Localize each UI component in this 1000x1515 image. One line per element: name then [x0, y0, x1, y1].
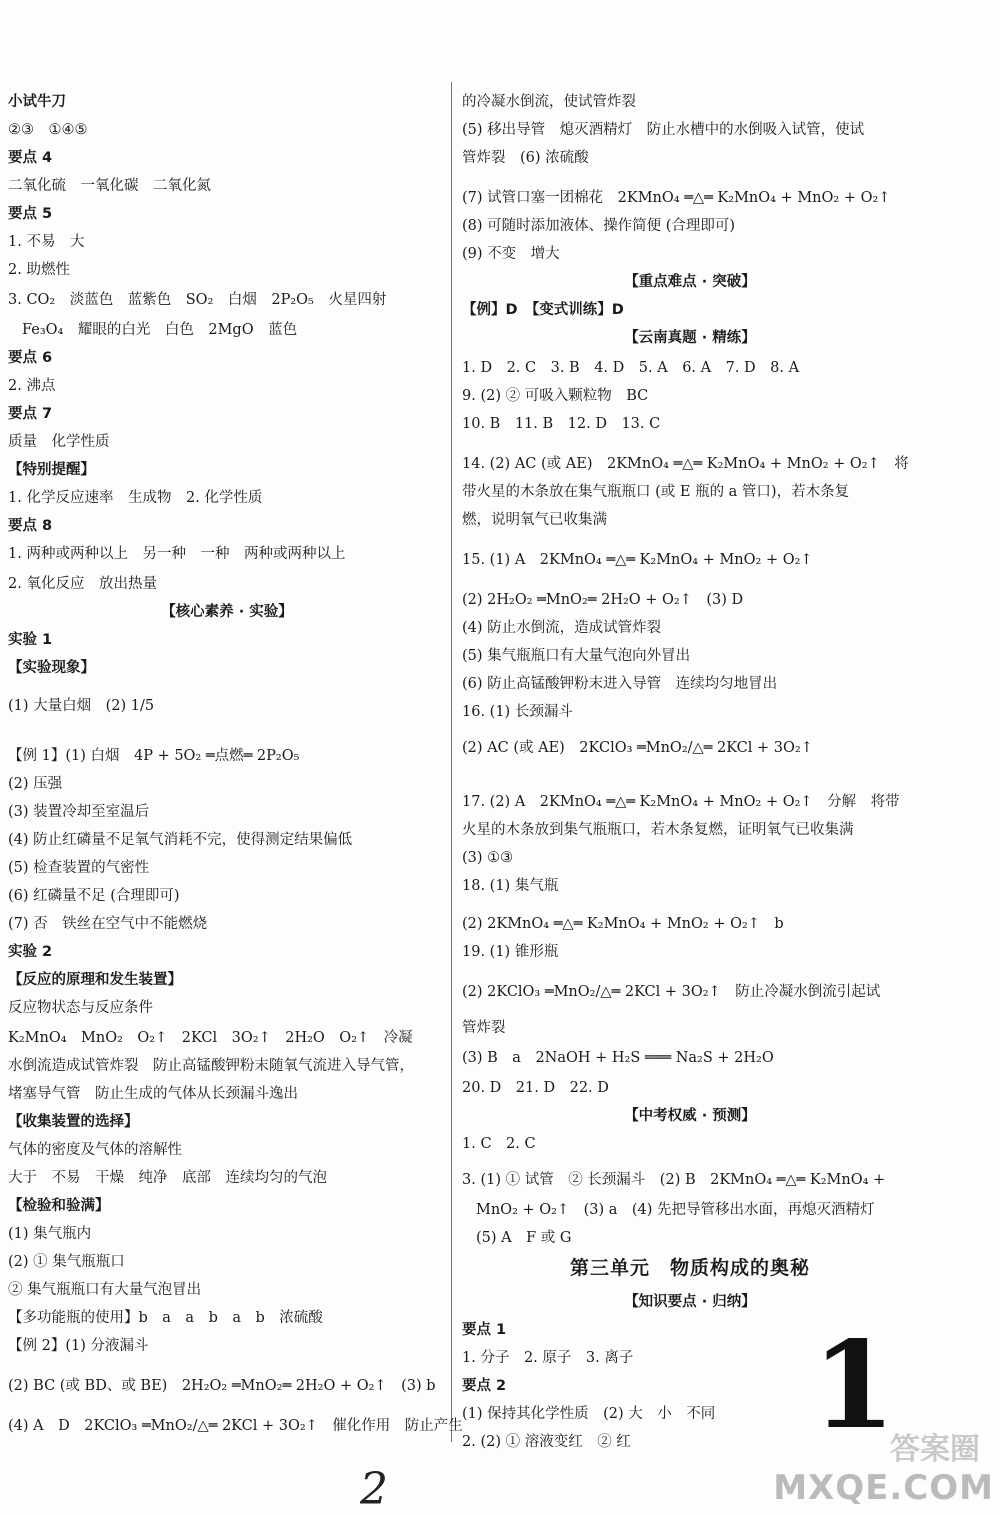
answer-line: (5) A F 或 G — [476, 1230, 572, 1246]
section-heading: 【中考权威 · 预测】 — [624, 1108, 756, 1124]
section-heading: 【特别提醒】 — [8, 462, 95, 478]
answer-line: 管炸裂 — [462, 1020, 506, 1036]
answer-line: 1. D 2. C 3. B 4. D 5. A 6. A 7. D 8. A — [462, 360, 800, 376]
answer-line: (3) B a 2NaOH + H₂S ═══ Na₂S + 2H₂O — [462, 1050, 774, 1066]
answer-line: (5) 检查装置的气密性 — [8, 860, 150, 876]
section-heading: 实验 2 — [8, 944, 53, 960]
section-heading: 【例】D 【变式训练】D — [462, 302, 624, 318]
answer-line: ② 集气瓶瓶口有大量气泡冒出 — [8, 1282, 202, 1298]
answer-line: 【例 1】(1) 白烟 4P + 5O₂ ═点燃═ 2P₂O₅ — [8, 748, 300, 764]
answer-line: (2) 压强 — [8, 776, 63, 792]
answer-line: (2) 2H₂O₂ ═MnO₂═ 2H₂O + O₂↑ (3) D — [462, 592, 744, 608]
section-heading: 【重点难点 · 突破】 — [624, 274, 756, 290]
section-heading: 【反应的原理和发生装置】 — [8, 972, 182, 988]
answer-line: Fe₃O₄ 耀眼的白光 白色 2MgO 蓝色 — [22, 322, 298, 338]
answer-line: (2) 2KMnO₄ ═△═ K₂MnO₄ + MnO₂ + O₂↑ b — [462, 916, 784, 932]
answer-line: 3. CO₂ 淡蓝色 蓝紫色 SO₂ 白烟 2P₂O₅ 火星四射 — [8, 292, 387, 308]
answer-line: 的冷凝水倒流，使试管炸裂 — [462, 94, 636, 110]
answer-line: (5) 移出导管 熄灭酒精灯 防止水槽中的水倒吸入试管，使试 — [462, 122, 865, 138]
section-heading: 要点 5 — [8, 206, 53, 222]
section-heading: 小试牛刀 — [8, 94, 66, 110]
column-divider — [451, 82, 452, 1442]
section-heading: 要点 8 — [8, 518, 53, 534]
answer-line: 2. (2) ① 溶液变红 ② 红 — [462, 1434, 631, 1450]
answer-line: 16. (1) 长颈漏斗 — [462, 704, 573, 720]
answer-line: 1. C 2. C — [462, 1136, 536, 1152]
answer-line: 堵塞导气管 防止生成的气体从长颈漏斗逸出 — [8, 1086, 298, 1102]
page-number-handwritten: 2 — [360, 1464, 388, 1515]
answer-line: (7) 否 铁丝在空气中不能燃烧 — [8, 916, 208, 932]
section-heading: 要点 1 — [462, 1322, 507, 1338]
unit-number: 1 — [812, 1315, 896, 1456]
answer-line: 9. (2) ② 可吸入颗粒物 BC — [462, 388, 649, 404]
answer-line: 1. 化学反应速率 生成物 2. 化学性质 — [8, 490, 263, 506]
answer-line: (6) 防止高锰酸钾粉末进入导管 连续均匀地冒出 — [462, 676, 778, 692]
section-heading: 要点 7 — [8, 406, 53, 422]
watermark-logo: 答案圈 — [890, 1432, 980, 1467]
answer-line: (1) 大量白烟 (2) 1/5 — [8, 698, 155, 714]
answer-line: 【例 2】(1) 分液漏斗 — [8, 1338, 149, 1354]
answer-line: 2. 助燃性 — [8, 262, 70, 278]
answer-line: (3) 装置冷却至室温后 — [8, 804, 150, 820]
watermark: MXQE.COM — [773, 1468, 994, 1508]
answer-line: 大于 不易 干燥 纯净 底部 连续均匀的气泡 — [8, 1170, 327, 1186]
answer-line: 二氧化硫 一氧化碳 二氧化氮 — [8, 178, 211, 194]
section-heading: 【检验和验满】 — [8, 1198, 110, 1214]
answer-line: (1) 保持其化学性质 (2) 大 小 不同 — [462, 1406, 716, 1422]
answer-line: 火星的木条放到集气瓶瓶口，若木条复燃，证明氧气已收集满 — [462, 822, 854, 838]
answer-line: (8) 可随时添加液体、操作简便 (合理即可) — [462, 218, 736, 234]
answer-line: (4) 防止水倒流，造成试管炸裂 — [462, 620, 662, 636]
section-heading: 要点 2 — [462, 1378, 507, 1394]
answer-line: 燃，说明氧气已收集满 — [462, 512, 607, 528]
answer-line: 【多功能瓶的使用】b a a b a b 浓硫酸 — [8, 1310, 323, 1326]
answer-line: 带火星的木条放在集气瓶瓶口 (或 E 瓶的 a 管口)，若木条复 — [462, 484, 850, 500]
answer-line: 2. 沸点 — [8, 378, 56, 394]
answer-line: (3) ①③ — [462, 850, 514, 866]
answer-line: 1. 两种或两种以上 另一种 一种 两种或两种以上 — [8, 546, 346, 562]
section-heading: 要点 4 — [8, 150, 53, 166]
section-heading: 要点 6 — [8, 350, 53, 366]
answer-line: ②③ ①④⑤ — [8, 122, 88, 138]
answer-line: (2) ① 集气瓶瓶口 — [8, 1254, 125, 1270]
answer-line: 气体的密度及气体的溶解性 — [8, 1142, 182, 1158]
section-heading: 【核心素养 · 实验】 — [161, 604, 293, 620]
answer-line: 10. B 11. B 12. D 13. C — [462, 416, 661, 432]
answer-line: 水倒流造成试管炸裂 防止高锰酸钾粉末随氧气流进入导气管， — [8, 1058, 414, 1074]
answer-line: 1. 分子 2. 原子 3. 离子 — [462, 1350, 634, 1366]
answer-line: 20. D 21. D 22. D — [462, 1080, 609, 1096]
answer-line: 14. (2) AC (或 AE) 2KMnO₄ ═△═ K₂MnO₄ + MnO₂ + O₂↑ 将 — [462, 456, 909, 472]
answer-line: (2) 2KClO₃ ═MnO₂/△═ 2KCl + 3O₂↑ 防止冷凝水倒流引起试 — [462, 984, 881, 1000]
section-heading: 【知识要点 · 归纳】 — [624, 1294, 756, 1310]
answer-line: 管炸裂 (6) 浓硫酸 — [462, 150, 589, 166]
answer-line: (4) A D 2KClO₃ ═MnO₂/△═ 2KCl + 3O₂↑ 催化作用 防止产生 — [8, 1418, 463, 1434]
answer-line: (6) 红磷量不足 (合理即可) — [8, 888, 180, 904]
answer-line: (1) 集气瓶内 — [8, 1226, 92, 1242]
answer-line: 15. (1) A 2KMnO₄ ═△═ K₂MnO₄ + MnO₂ + O₂↑ — [462, 552, 813, 568]
answer-line: 反应物状态与反应条件 — [8, 1000, 153, 1016]
answer-line: 2. 氧化反应 放出热量 — [8, 576, 157, 592]
answer-line: (2) AC (或 AE) 2KClO₃ ═MnO₂/△═ 2KCl + 3O₂↑ — [462, 740, 813, 756]
section-heading: 【云南真题 · 精练】 — [624, 330, 756, 346]
section-heading: 实验 1 — [8, 632, 53, 648]
answer-line: (4) 防止红磷量不足氧气消耗不完，使得测定结果偏低 — [8, 832, 353, 848]
answer-line: (9) 不变 增大 — [462, 246, 560, 262]
answer-line: MnO₂ + O₂↑ (3) a (4) 先把导管移出水面，再熄灭酒精灯 — [476, 1202, 875, 1218]
answer-line: 19. (1) 锥形瓶 — [462, 944, 559, 960]
unit-title: 第三单元 物质构成的奥秘 — [569, 1257, 810, 1279]
section-heading: 【收集装置的选择】 — [8, 1114, 139, 1130]
answer-line: 18. (1) 集气瓶 — [462, 878, 559, 894]
answer-line: (5) 集气瓶瓶口有大量气泡向外冒出 — [462, 648, 691, 664]
answer-line: (7) 试管口塞一团棉花 2KMnO₄ ═△═ K₂MnO₄ + MnO₂ + O₂↑ — [462, 190, 891, 206]
answer-line: 3. (1) ① 试管 ② 长颈漏斗 (2) B 2KMnO₄ ═△═ K₂MnO₄ + — [462, 1172, 886, 1188]
answer-line: 1. 不易 大 — [8, 234, 85, 250]
answer-line: 17. (2) A 2KMnO₄ ═△═ K₂MnO₄ + MnO₂ + O₂↑ 分解 将带 — [462, 794, 900, 810]
section-heading: 【实验现象】 — [8, 660, 95, 676]
answer-line: (2) BC (或 BD、或 BE) 2H₂O₂ ═MnO₂═ 2H₂O + O₂↑ (3) b — [8, 1378, 436, 1394]
answer-line: 质量 化学性质 — [8, 434, 110, 450]
answer-line: K₂MnO₄ MnO₂ O₂↑ 2KCl 3O₂↑ 2H₂O O₂↑ 冷凝 — [8, 1030, 413, 1046]
